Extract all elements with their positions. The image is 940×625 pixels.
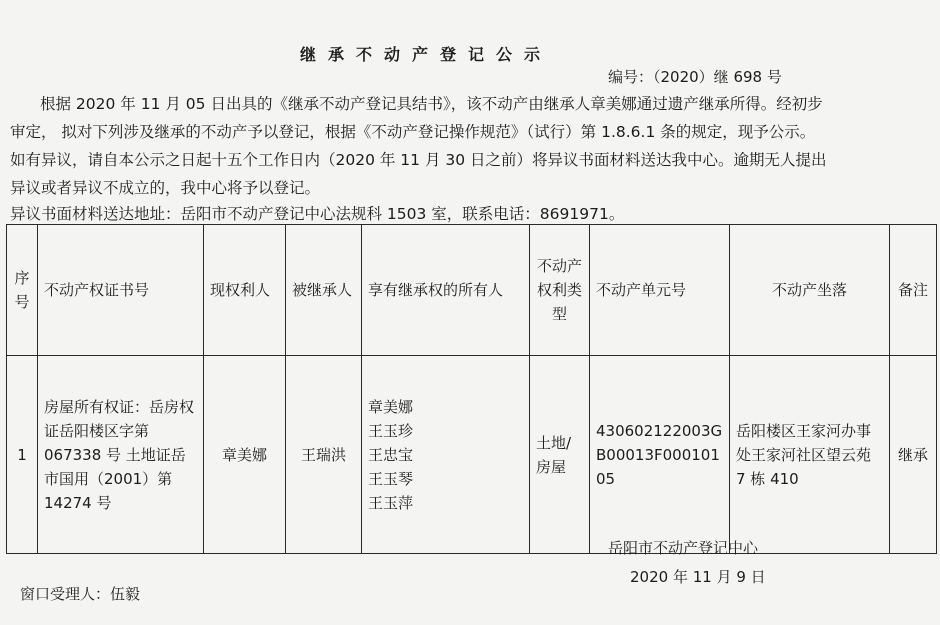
header-unit-no: 不动产单元号 [590,225,730,356]
row-location: 岳阳楼区王家河办事处王家河社区望云苑 7 栋 410 [730,356,890,554]
page-title: 继承不动产登记公示 [300,45,553,64]
header-heirs: 享有继承权的所有人 [362,225,530,356]
heir-name: 章美娜 [368,397,414,416]
row-deceased: 王瑞洪 [286,356,362,554]
header-location: 不动产坐落 [730,225,890,356]
body-line-1: 根据 2020 年 11 月 05 日出具的《继承不动产登记具结书》，该不动产由继承人章美娜通过遗产继承所得。经初步 [40,95,823,113]
heir-name: 王忠宝 [368,445,414,464]
window-handler: 窗口受理人：伍毅 [20,585,141,603]
row-heirs [362,356,530,554]
issue-date: 2020 年 11 月 9 日 [630,568,766,586]
header-seq: 序号 [7,225,38,356]
body-line-4: 异议或者异议不成立的，我中心将予以登记。 [10,179,321,197]
table-row [7,356,937,554]
row-unit-no: 430602122003GB00013F00010105 [590,356,730,554]
heir-name: 王玉琴 [368,469,414,488]
heir-name: 王玉珍 [368,421,414,440]
header-deceased: 被继承人 [286,225,362,356]
document-number: 编号：（2020）继 698 号 [608,68,782,86]
body-line-3: 如有异议，请自本公示之日起十五个工作日内（2020 年 11 月 30 日之前）将异议书面材料送达我中心。逾期无人提出 [10,151,827,169]
header-cert-no: 不动产权证书号 [38,225,204,356]
header-note: 备注 [890,225,937,356]
issuer-name: 岳阳市不动产登记中心 [608,539,759,557]
objection-address: 异议书面材料送达地址：岳阳市不动产登记中心法规科 1503 室，联系电话：8691971。 [10,205,625,223]
header-right-type: 不动产权利类型 [530,225,590,356]
body-line-2: 审定， 拟对下列涉及继承的不动产予以登记，根据《不动产登记操作规范》（试行）第 1.8.6.1 条的规定，现予公示。 [10,123,816,141]
row-cert-no: 房屋所有权证：岳房权证岳阳楼区字第 067338 号 土地证岳市国用（2001）第 14274 号 [38,356,204,554]
row-owner: 章美娜 [204,356,286,554]
row-note: 继承 [890,356,937,554]
header-owner: 现权利人 [204,225,286,356]
row-right-type: 土地/房屋 [530,356,590,554]
property-table [6,224,937,554]
table-header-row [7,225,937,356]
heir-name: 王玉萍 [368,493,414,512]
row-seq: 1 [7,356,38,554]
